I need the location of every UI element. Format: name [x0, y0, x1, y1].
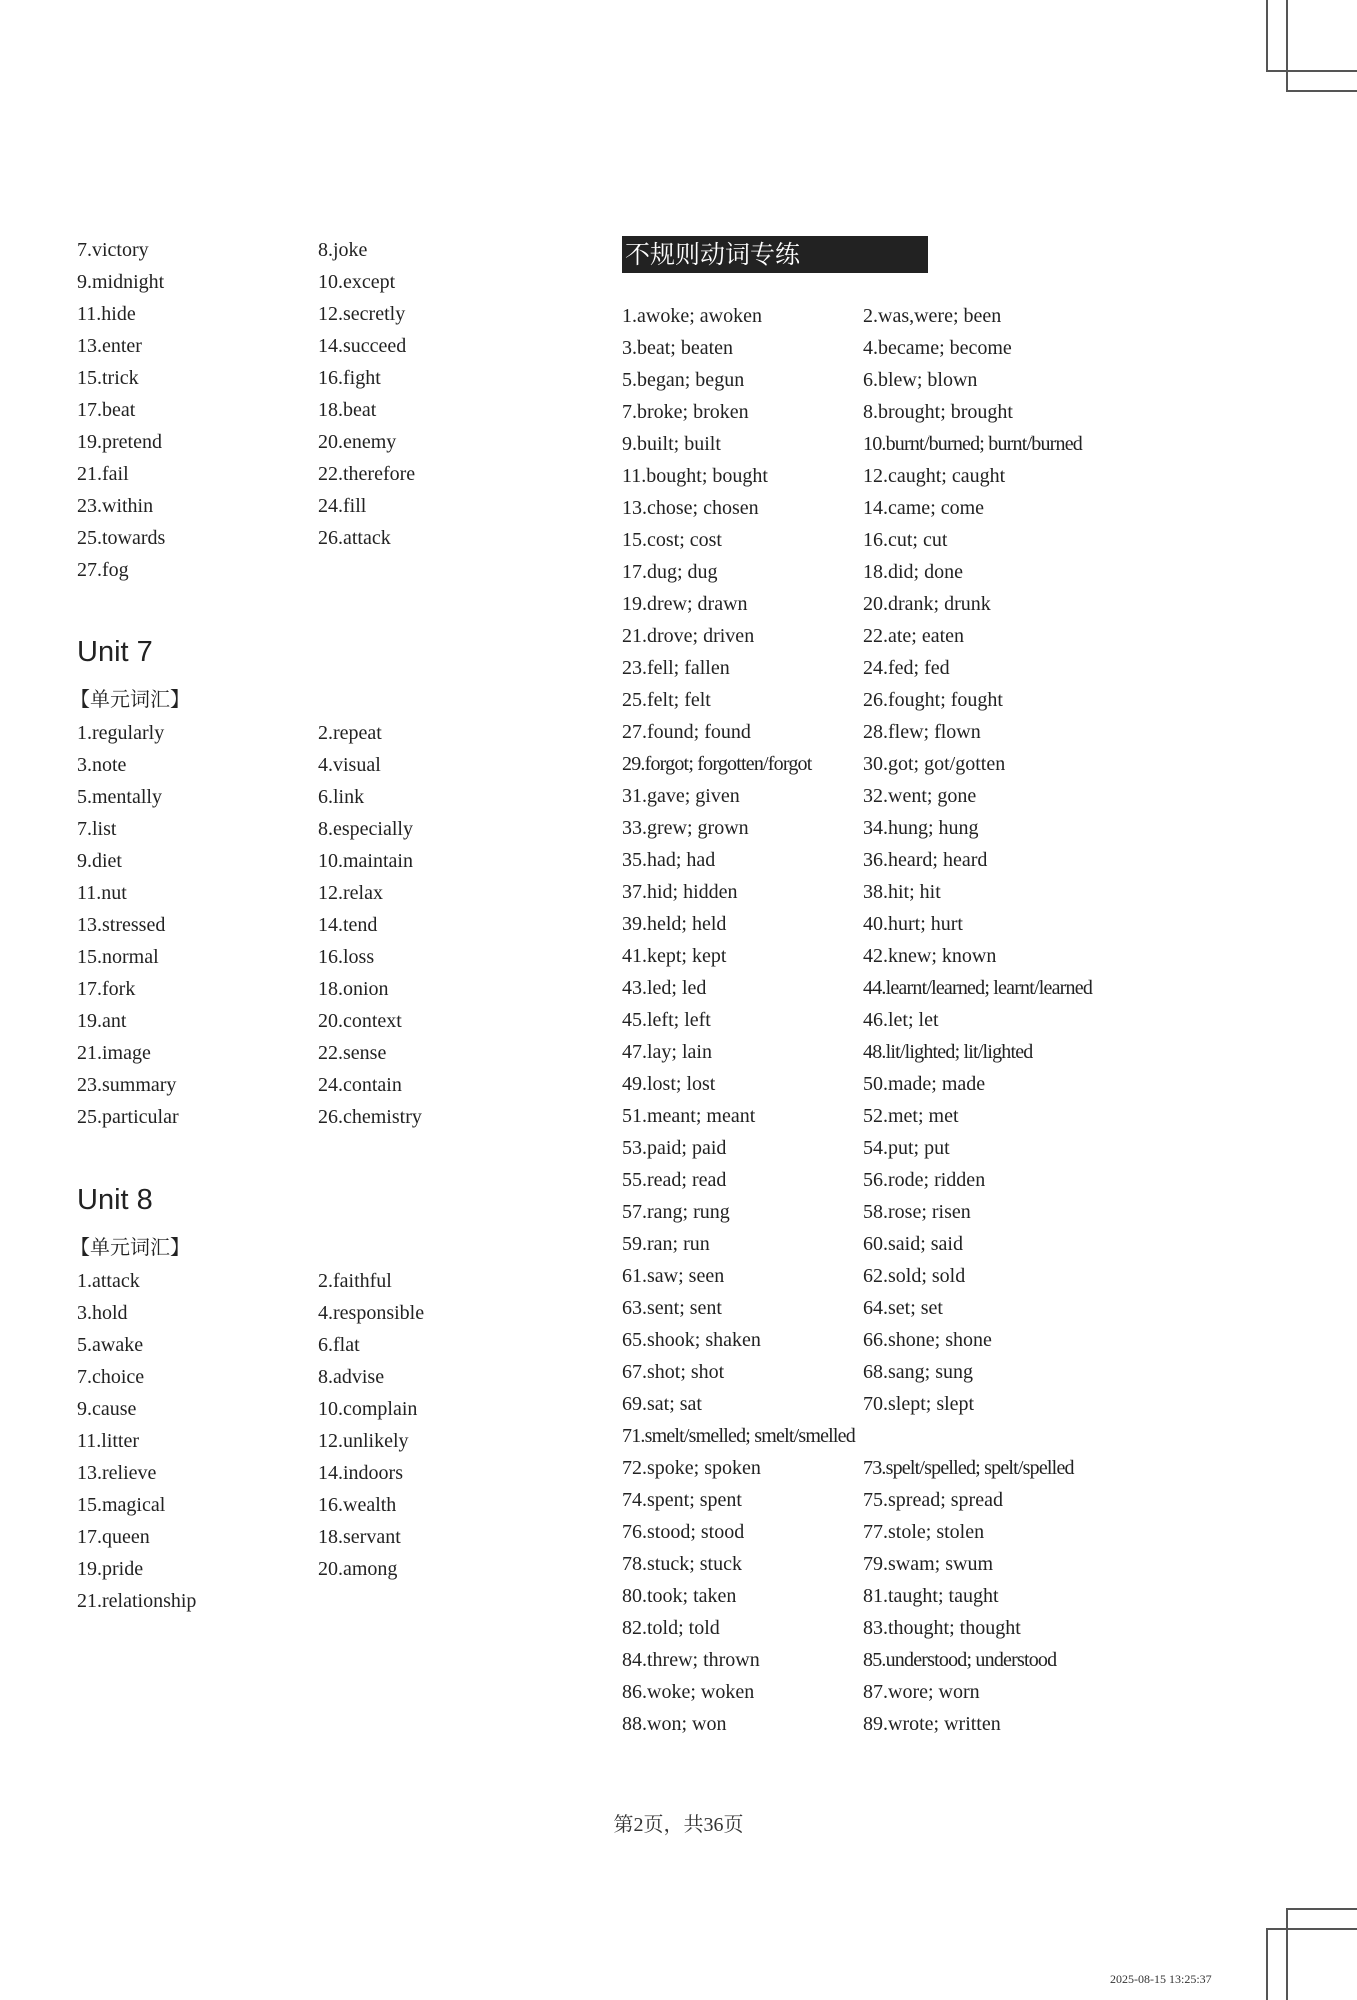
crop-mark-top-h2	[1286, 90, 1357, 92]
verb-item: 83.thought; thought	[863, 1617, 1021, 1639]
verb-item: 41.kept; kept	[622, 945, 727, 967]
timestamp: 2025-08-15 13:25:37	[1110, 1972, 1212, 1986]
list-item: 11.litter	[77, 1430, 140, 1452]
verb-item: 7.broke; broken	[622, 401, 749, 423]
verb-item: 77.stole; stolen	[863, 1521, 985, 1543]
top-word-list	[77, 234, 558, 586]
list-item: 9.diet	[77, 850, 122, 872]
verb-item: 44.learnt/learned; learnt/learned	[863, 977, 1093, 999]
verb-item: 62.sold; sold	[863, 1265, 966, 1287]
verb-item: 88.won; won	[622, 1713, 727, 1735]
list-item: 6.link	[318, 786, 365, 808]
list-item: 16.fight	[318, 367, 381, 389]
list-item: 7.choice	[77, 1366, 145, 1388]
verb-item: 65.shook; shaken	[622, 1329, 761, 1351]
verb-item: 64.set; set	[863, 1297, 943, 1319]
list-item: 10.except	[318, 271, 396, 293]
verb-item: 78.stuck; stuck	[622, 1553, 742, 1575]
verb-item: 34.hung; hung	[863, 817, 979, 839]
verb-item: 49.lost; lost	[622, 1073, 716, 1095]
verb-item: 48.lit/lighted; lit/lighted	[863, 1041, 1033, 1063]
verb-item: 15.cost; cost	[622, 529, 722, 551]
verb-item: 82.told; told	[622, 1617, 720, 1639]
list-item: 26.chemistry	[318, 1106, 422, 1128]
verb-item: 11.bought; bought	[622, 465, 768, 487]
verb-item: 20.drank; drunk	[863, 593, 991, 615]
list-item: 12.secretly	[318, 303, 406, 325]
list-item: 11.hide	[77, 303, 136, 325]
list-item: 6.flat	[318, 1334, 360, 1356]
list-item: 18.servant	[318, 1526, 401, 1548]
list-item: 19.pretend	[77, 431, 162, 453]
verb-item: 3.beat; beaten	[622, 337, 734, 359]
verb-item: 63.sent; sent	[622, 1297, 722, 1319]
list-item: 11.nut	[77, 882, 127, 904]
crop-mark-bottom-v2	[1286, 1908, 1288, 2000]
verb-item: 52.met; met	[863, 1105, 959, 1127]
verb-item: 21.drove; driven	[622, 625, 755, 647]
verb-item: 31.gave; given	[622, 785, 740, 807]
list-item: 19.pride	[77, 1558, 144, 1580]
list-item: 17.fork	[77, 978, 136, 1000]
verb-item: 27.found; found	[622, 721, 751, 743]
verb-item: 46.let; let	[863, 1009, 939, 1031]
list-item: 24.contain	[318, 1074, 402, 1096]
unit7-subtitle: 【单元词汇】	[70, 689, 190, 711]
verb-item: 18.did; done	[863, 561, 963, 583]
verb-item: 25.felt; felt	[622, 689, 711, 711]
list-item: 4.visual	[318, 754, 381, 776]
verb-item: 10.burnt/burned; burnt/burned	[863, 433, 1082, 455]
list-item: 24.fill	[318, 495, 367, 517]
verb-item: 86.woke; woken	[622, 1681, 755, 1703]
list-item: 13.relieve	[77, 1462, 157, 1484]
list-item: 23.within	[77, 495, 154, 517]
verb-item: 68.sang; sung	[863, 1361, 973, 1383]
verb-item: 38.hit; hit	[863, 881, 941, 903]
verb-item: 89.wrote; written	[863, 1713, 1001, 1735]
list-item: 15.magical	[77, 1494, 166, 1516]
verb-item: 29.forgot; forgotten/forgot	[622, 753, 812, 775]
unit7-title: Unit 7	[77, 636, 153, 668]
list-item: 3.hold	[77, 1302, 128, 1324]
list-item: 22.therefore	[318, 463, 416, 485]
verb-item: 67.shot; shot	[622, 1361, 725, 1383]
verb-item: 59.ran; run	[622, 1233, 710, 1255]
verb-item: 17.dug; dug	[622, 561, 718, 583]
list-item: 9.cause	[77, 1398, 137, 1420]
verb-item: 54.put; put	[863, 1137, 950, 1159]
list-item: 21.fail	[77, 463, 129, 485]
verb-item: 30.got; got/gotten	[863, 753, 1006, 775]
list-item: 8.especially	[318, 818, 413, 840]
verb-item: 1.awoke; awoken	[622, 305, 762, 327]
verb-item: 70.slept; slept	[863, 1393, 975, 1415]
list-item: 4.responsible	[318, 1302, 425, 1324]
verb-item: 71.smelt/smelled; smelt/smelled	[622, 1425, 855, 1447]
list-item: 9.midnight	[77, 271, 165, 293]
irregular-verb-list	[622, 300, 1133, 1740]
list-item: 21.image	[77, 1042, 151, 1064]
list-item: 22.sense	[318, 1042, 387, 1064]
verb-item: 40.hurt; hurt	[863, 913, 963, 935]
verb-item: 80.took; taken	[622, 1585, 737, 1607]
verb-item: 55.read; read	[622, 1169, 727, 1191]
list-item: 13.stressed	[77, 914, 166, 936]
verb-item: 57.rang; rung	[622, 1201, 730, 1223]
verb-item: 14.came; come	[863, 497, 985, 519]
verb-item: 37.hid; hidden	[622, 881, 738, 903]
verb-item: 2.was,were; been	[863, 305, 1002, 327]
verb-item: 12.caught; caught	[863, 465, 1006, 487]
list-item: 14.tend	[318, 914, 378, 936]
crop-mark-top-h	[1266, 70, 1357, 72]
list-item: 14.indoors	[318, 1462, 403, 1484]
list-item: 8.advise	[318, 1366, 385, 1388]
verb-item: 35.had; had	[622, 849, 716, 871]
list-item: 2.repeat	[318, 722, 382, 744]
verb-item: 81.taught; taught	[863, 1585, 999, 1607]
list-item: 7.victory	[77, 239, 149, 261]
irregular-verbs-title: 不规则动词专练	[622, 236, 928, 273]
list-item: 14.succeed	[318, 335, 407, 357]
unit8-title: Unit 8	[77, 1184, 153, 1216]
list-item: 26.attack	[318, 527, 391, 549]
verb-item: 51.meant; meant	[622, 1105, 756, 1127]
list-item: 18.beat	[318, 399, 377, 421]
list-item: 16.wealth	[318, 1494, 397, 1516]
list-item: 15.normal	[77, 946, 159, 968]
list-item: 10.complain	[318, 1398, 418, 1420]
crop-mark-top-v2	[1286, 0, 1288, 92]
verb-item: 24.fed; fed	[863, 657, 950, 679]
verb-item: 6.blew; blown	[863, 369, 978, 391]
verb-item: 39.held; held	[622, 913, 727, 935]
list-item: 21.relationship	[77, 1590, 197, 1612]
verb-item: 32.went; gone	[863, 785, 977, 807]
list-item: 17.queen	[77, 1526, 150, 1548]
verb-item: 66.shone; shone	[863, 1329, 992, 1351]
verb-item: 58.rose; risen	[863, 1201, 971, 1223]
crop-mark-top-v	[1266, 0, 1268, 72]
verb-item: 50.made; made	[863, 1073, 986, 1095]
verb-item: 84.threw; thrown	[622, 1649, 760, 1671]
verb-item: 53.paid; paid	[622, 1137, 727, 1159]
list-item: 13.enter	[77, 335, 142, 357]
verb-item: 16.cut; cut	[863, 529, 948, 551]
list-item: 16.loss	[318, 946, 375, 968]
list-item: 1.regularly	[77, 722, 165, 744]
list-item: 10.maintain	[318, 850, 413, 872]
list-item: 12.unlikely	[318, 1430, 409, 1452]
verb-item: 87.wore; worn	[863, 1681, 980, 1703]
unit8-subtitle: 【单元词汇】	[70, 1237, 190, 1259]
list-item: 12.relax	[318, 882, 383, 904]
verb-item: 19.drew; drawn	[622, 593, 748, 615]
list-item: 1.attack	[77, 1270, 140, 1292]
verb-item: 45.left; left	[622, 1009, 711, 1031]
verb-item: 69.sat; sat	[622, 1393, 702, 1415]
verb-item: 42.knew; known	[863, 945, 997, 967]
verb-item: 73.spelt/spelled; spelt/spelled	[863, 1457, 1074, 1479]
page-number: 第2页，共36页	[613, 1814, 744, 1836]
list-item: 20.context	[318, 1010, 402, 1032]
verb-item: 56.rode; ridden	[863, 1169, 986, 1191]
list-item: 27.fog	[77, 559, 129, 581]
verb-item: 9.built; built	[622, 433, 721, 455]
crop-mark-bottom-h2	[1286, 1908, 1357, 1910]
verb-item: 26.fought; fought	[863, 689, 1003, 711]
verb-item: 22.ate; eaten	[863, 625, 965, 647]
verb-item: 60.said; said	[863, 1233, 963, 1255]
verb-item: 85.understood; understood	[863, 1649, 1057, 1671]
verb-item: 74.spent; spent	[622, 1489, 742, 1511]
verb-item: 28.flew; flown	[863, 721, 981, 743]
verb-item: 72.spoke; spoken	[622, 1457, 761, 1479]
list-item: 8.joke	[318, 239, 368, 261]
verb-item: 79.swam; swum	[863, 1553, 993, 1575]
verb-item: 76.stood; stood	[622, 1521, 745, 1543]
list-item: 7.list	[77, 818, 117, 840]
verb-item: 75.spread; spread	[863, 1489, 1003, 1511]
verb-item: 33.grew; grown	[622, 817, 749, 839]
verb-item: 13.chose; chosen	[622, 497, 759, 519]
list-item: 18.onion	[318, 978, 389, 1000]
verb-item: 36.heard; heard	[863, 849, 988, 871]
list-item: 3.note	[77, 754, 127, 776]
verb-item: 4.became; become	[863, 337, 1012, 359]
list-item: 25.towards	[77, 527, 166, 549]
list-item: 17.beat	[77, 399, 136, 421]
list-item: 25.particular	[77, 1106, 179, 1128]
verb-item: 47.lay; lain	[622, 1041, 712, 1063]
unit8-word-list	[77, 1265, 558, 1617]
verb-item: 5.began; begun	[622, 369, 745, 391]
crop-mark-bottom-h	[1266, 1928, 1357, 1930]
list-item: 20.among	[318, 1558, 398, 1580]
crop-mark-bottom-v	[1266, 1928, 1268, 2000]
list-item: 2.faithful	[318, 1270, 392, 1292]
list-item: 23.summary	[77, 1074, 177, 1096]
verb-item: 8.brought; brought	[863, 401, 1013, 423]
list-item: 20.enemy	[318, 431, 397, 453]
verb-item: 43.led; led	[622, 977, 707, 999]
verb-item: 23.fell; fallen	[622, 657, 730, 679]
unit7-word-list	[77, 717, 558, 1133]
verb-item: 61.saw; seen	[622, 1265, 725, 1287]
list-item: 5.mentally	[77, 786, 162, 808]
list-item: 5.awake	[77, 1334, 144, 1356]
list-item: 15.trick	[77, 367, 139, 389]
list-item: 19.ant	[77, 1010, 127, 1032]
